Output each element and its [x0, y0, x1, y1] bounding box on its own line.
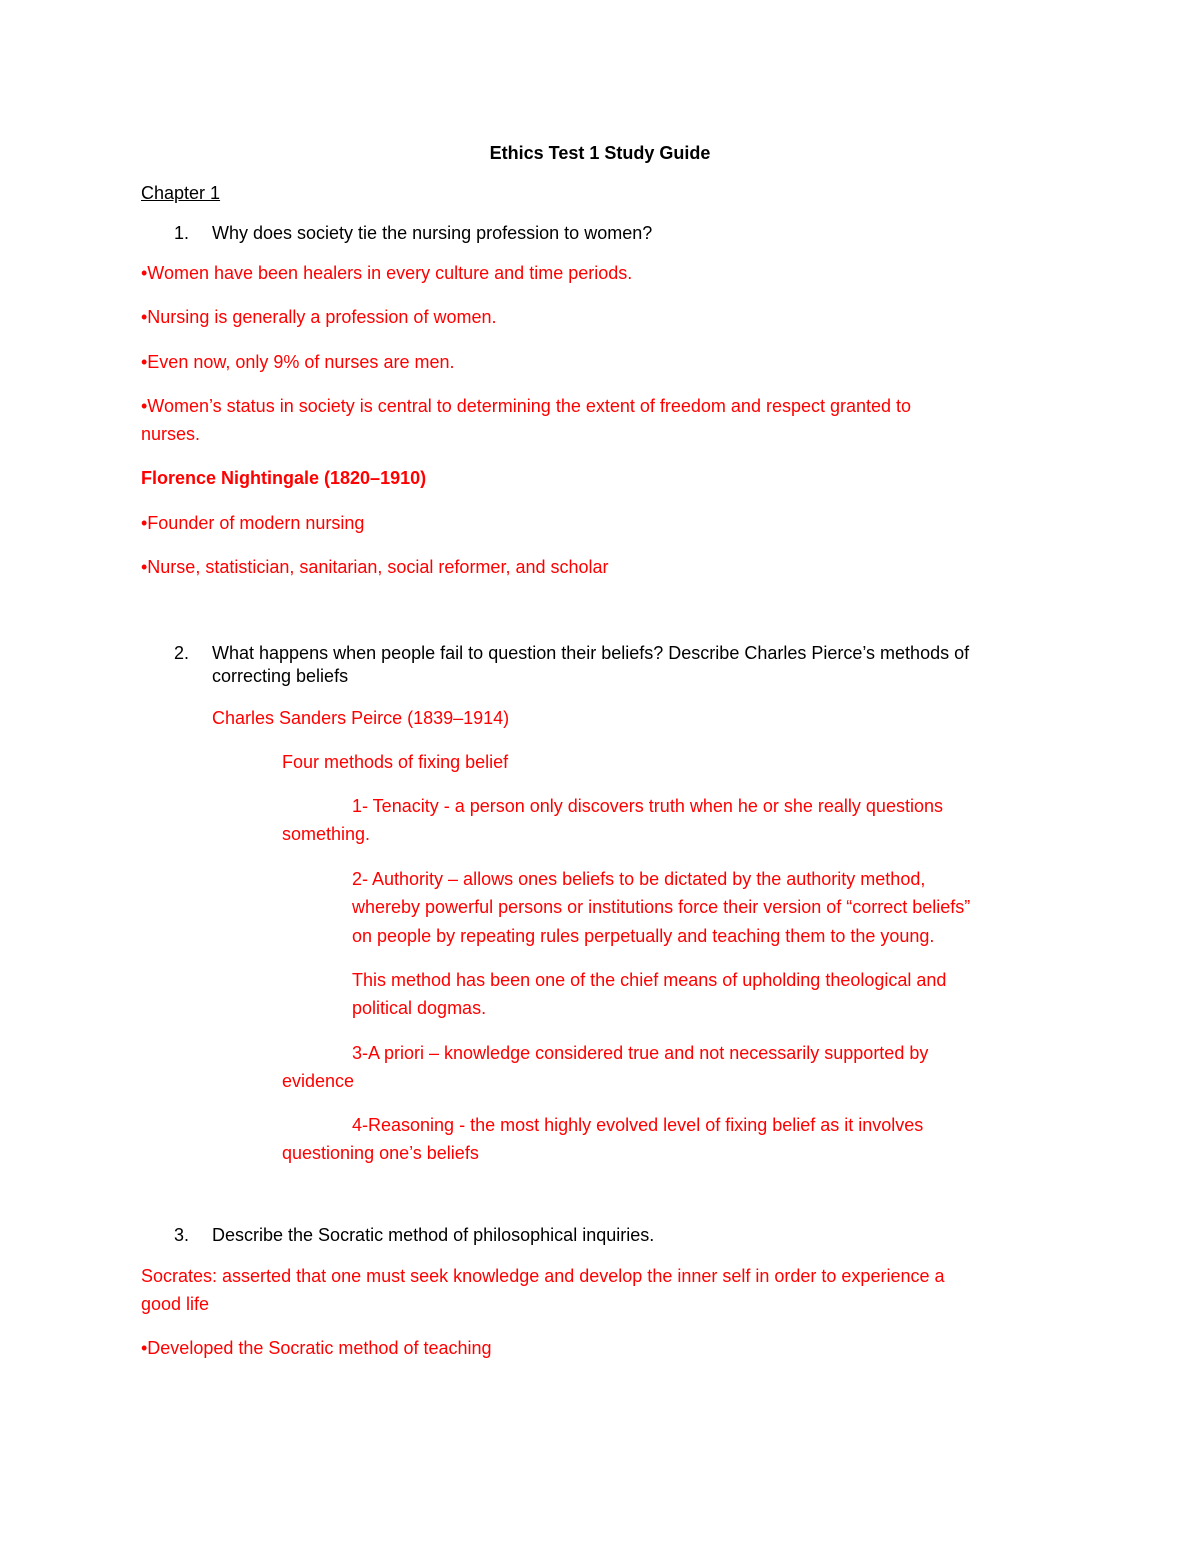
page-title: Ethics Test 1 Study Guide	[489, 143, 711, 163]
nightingale-heading: Florence Nightingale (1820–1910)	[141, 468, 427, 488]
q1-bullet-4-cont: nurses.	[141, 424, 201, 444]
q1-bullet-4: •Women’s status in society is central to determining the extent of freedom and respect granted to	[141, 396, 912, 416]
method-3-line-2: evidence	[282, 1071, 355, 1091]
socrates-line-1: Socrates: asserted that one must seek knowledge and develop the inner self in order to experience a	[141, 1266, 945, 1286]
socrates-line-2: good life	[141, 1294, 210, 1314]
method-2-line-1: 2- Authority – allows ones beliefs to be dictated by the authority method,	[352, 869, 926, 889]
q1-bullet-1: •Women have been healers in every culture and time periods.	[141, 263, 633, 283]
method-2-note-line-1: This method has been one of the chief means of upholding theological and	[352, 970, 947, 990]
q3-number: 3.	[174, 1225, 190, 1245]
nightingale-bullet-1: •Founder of modern nursing	[141, 513, 365, 533]
methods-heading: Four methods of fixing belief	[282, 752, 509, 772]
q2-question-line-2: correcting beliefs	[212, 666, 349, 686]
method-1-line-1: 1- Tenacity - a person only discovers truth when he or she really questions	[352, 796, 943, 816]
method-4-line-1: 4-Reasoning - the most highly evolved level of fixing belief as it involves	[352, 1115, 924, 1135]
method-2-line-3: on people by repeating rules perpetually and teaching them to the young.	[352, 926, 935, 946]
q1-number: 1.	[174, 223, 190, 243]
chapter-heading: Chapter 1	[141, 183, 221, 203]
method-3-line-1: 3-A priori – knowledge considered true and not necessarily supported by	[352, 1043, 929, 1063]
q1-question: Why does society tie the nursing profession to women?	[212, 223, 653, 243]
method-2-line-2: whereby powerful persons or institutions force their version of “correct beliefs”	[352, 897, 971, 917]
method-4-line-2: questioning one’s beliefs	[282, 1143, 479, 1163]
q2-question-line-1: What happens when people fail to question their beliefs? Describe Charles Pierce’s methods of	[212, 643, 970, 663]
method-1-line-2: something.	[282, 824, 371, 844]
q3-question: Describe the Socratic method of philosophical inquiries.	[212, 1225, 655, 1245]
method-2-note-line-2: political dogmas.	[352, 998, 487, 1018]
q1-bullet-3: •Even now, only 9% of nurses are men.	[141, 352, 455, 372]
q2-number: 2.	[174, 643, 190, 663]
socrates-bullet: •Developed the Socratic method of teaching	[141, 1338, 492, 1358]
peirce-heading: Charles Sanders Peirce (1839–1914)	[212, 708, 510, 728]
nightingale-bullet-2: •Nurse, statistician, sanitarian, social reformer, and scholar	[141, 557, 609, 577]
q1-bullet-2: •Nursing is generally a profession of women.	[141, 307, 497, 327]
